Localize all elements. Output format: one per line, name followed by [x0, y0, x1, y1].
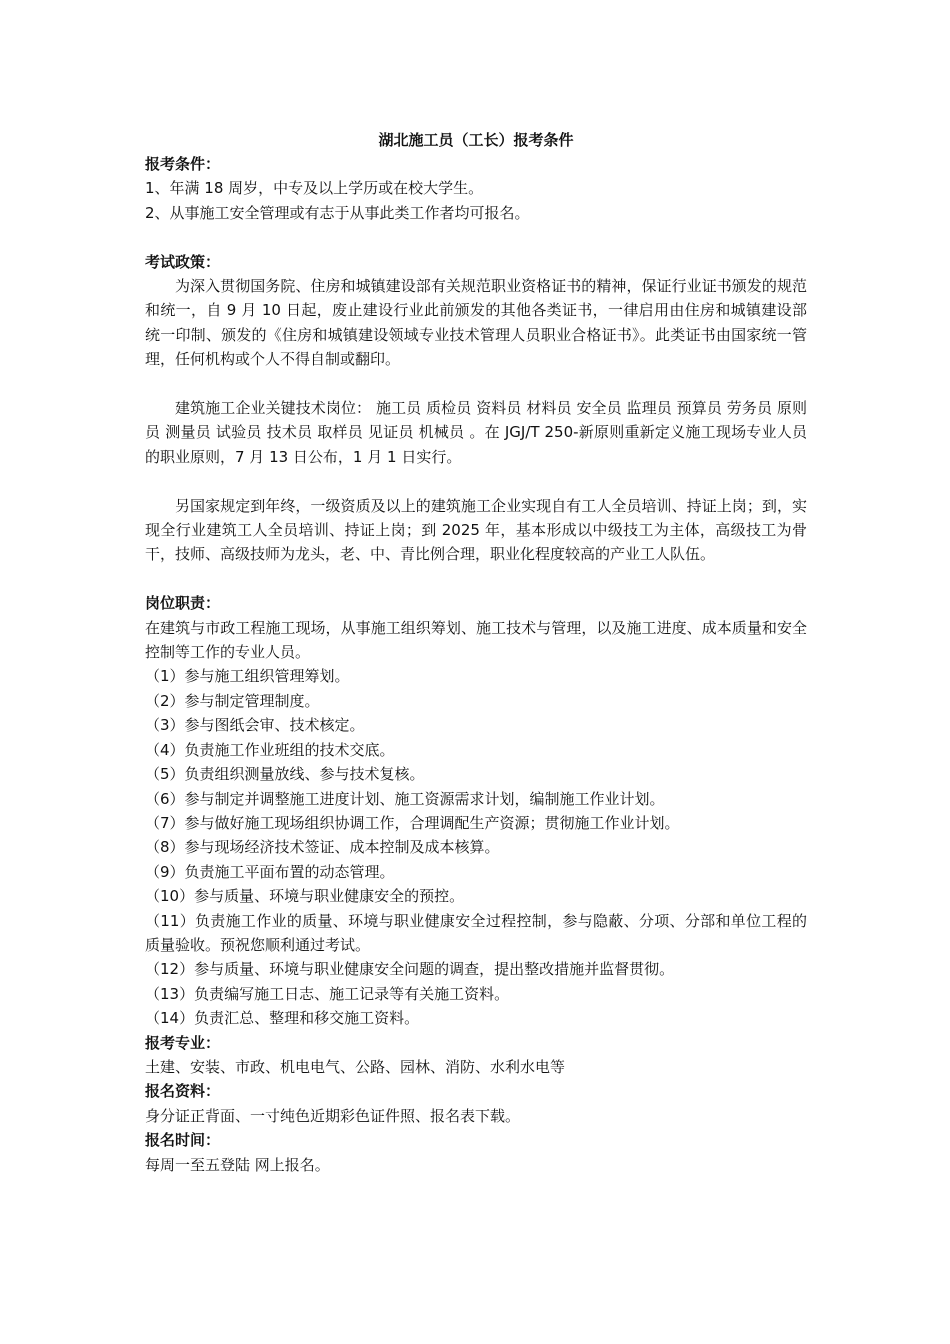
duty-item-8: （8）参与现场经济技术签证、成本控制及成本核算。 [145, 838, 500, 857]
duty-item-4: （4）负责施工作业班组的技术交底。 [145, 740, 395, 759]
spacer [145, 225, 807, 249]
materials-heading: 报名资料： [145, 1082, 221, 1101]
duty-item-1: （1）参与施工组织管理筹划。 [145, 667, 350, 686]
schedule-text: 每周一至五登陆 网上报名。 [145, 1155, 330, 1174]
duty-item-5: （5）负责组织测量放线、参与技术复核。 [145, 765, 425, 784]
duty-item-9: （9）负责施工平面布置的动态管理。 [145, 862, 395, 881]
duty-item-3: （3）参与图纸会审、技术核定。 [145, 716, 365, 735]
duties-heading: 岗位职责： [145, 594, 221, 613]
spacer [145, 469, 807, 493]
policy-heading: 考试政策： [145, 252, 221, 271]
policy-paragraph-2: 建筑施工企业关键技术岗位： 施工员 质检员 资料员 材料员 安全员 监理员 预算员 劳务员 原则员 测量员 试验员 技术员 取样员 见证员 机械员 。在 JGJ/T 250-新原则重新定义施工现场专业人员的职业原则，7 月 13 日公布，1 月 1 日实行。 [145, 399, 807, 466]
majors-text: 土建、安装、市政、机电电气、公路、园林、消防、水利水电等 [145, 1057, 566, 1076]
duty-item-11: （11）负责施工作业的质量、环境与职业健康安全过程控制，参与隐蔽、分项、分部和单位工程的质量验收。预祝您顺利通过考试。 [145, 911, 807, 954]
duty-item-6: （6）参与制定并调整施工进度计划、施工资源需求计划，编制施工作业计划。 [145, 789, 665, 808]
schedule-heading: 报名时间： [145, 1131, 221, 1150]
document-page [145, 128, 807, 1177]
majors-heading: 报考专业： [145, 1033, 221, 1052]
spacer [145, 567, 807, 591]
duties-intro: 在建筑与市政工程施工现场，从事施工组织筹划、施工技术与管理，以及施工进度、成本质量和安全控制等工作的专业人员。 [145, 618, 807, 662]
duty-item-12: （12）参与质量、环境与职业健康安全问题的调查，提出整改措施并监督贯彻。 [145, 960, 675, 979]
duty-item-7: （7）参与做好施工现场组织协调工作，合理调配生产资源；贯彻施工作业计划。 [145, 813, 680, 832]
spacer [145, 372, 807, 396]
requirement-item-1: 1、年满 18 周岁，中专及以上学历或在校大学生。 [145, 179, 484, 198]
duty-item-10: （10）参与质量、环境与职业健康安全的预控。 [145, 887, 465, 906]
duty-item-14: （14）负责汇总、整理和移交施工资料。 [145, 1009, 420, 1028]
duty-item-13: （13）负责编写施工日志、施工记录等有关施工资料。 [145, 984, 510, 1003]
requirements-heading: 报考条件： [145, 155, 221, 173]
policy-paragraph-3: 另国家规定到年终，一级资质及以上的建筑施工企业实现自有工人全员培训、持证上岗；到，实现全行业建筑工人全员培训、持证上岗；到 2025 年，基本形成以中级技工为主体，高级技工为骨干，技师、高级技师为龙头，老、中、青比例合理，职业化程度较高的产业工人队伍。 [145, 496, 807, 564]
document-title: 湖北施工员（工长）报考条件 [378, 131, 574, 149]
requirement-item-2: 2、从事施工安全管理或有志于从事此类工作者均可报名。 [145, 203, 530, 222]
duty-item-2: （2）参与制定管理制度。 [145, 691, 320, 710]
policy-paragraph-1: 为深入贯彻国务院、住房和城镇建设部有关规范职业资格证书的精神，保证行业证书颁发的规范和统一，自 9 月 10 日起，废止建设行业此前颁发的其他各类证书，一律启用由住房和城镇建设部统一印制、颁发的《住房和城镇建设领域专业技术管理人员职业合格证书》。此类证书由国家统一管理，任何机构或个人不得自制或翻印。 [145, 277, 807, 369]
materials-text: 身分证正背面、一寸纯色近期彩色证件照、报名表下载。 [145, 1106, 521, 1125]
